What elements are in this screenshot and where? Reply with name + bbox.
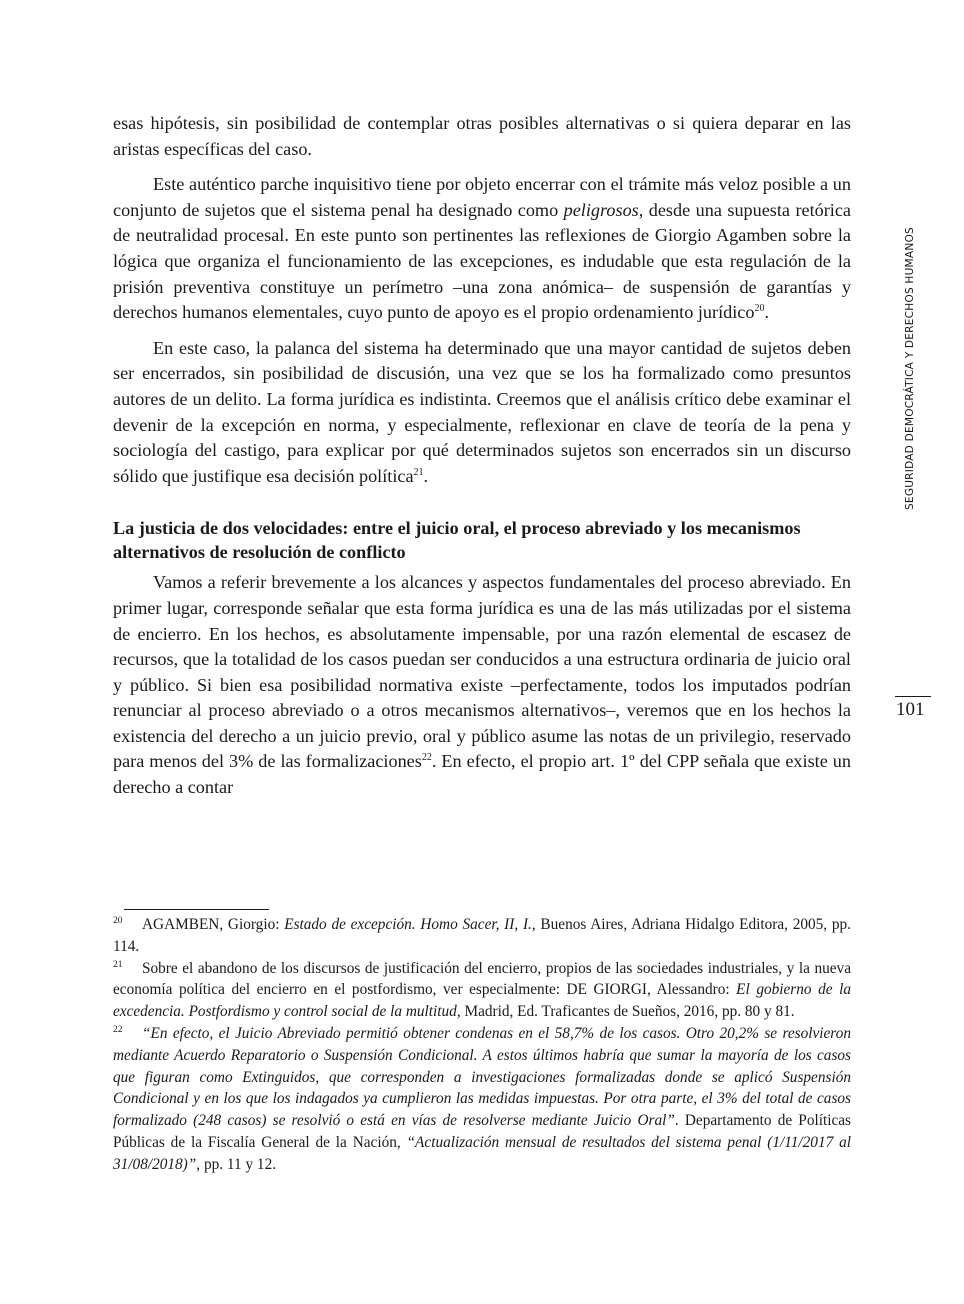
footnote-20: 20 AGAMBEN, Giorgio: Estado de excepción. Homo Sacer, II, I., Buenos Aires, Adriana Hidalgo Editora, 2005, pp. 114. — [113, 915, 851, 955]
footnote-22-quote: “En efecto, el Juicio Abreviado permitió obtener condenas en el 58,7% de los casos. Otro 20,2% se resolvieron mediante Acuerdo Reparatorio o Suspensión Condicional. A estos últimos habría que sumar la mayoría de los casos que figuran como Extinguidos, que corresponden a investigaciones formalizadas donde se aplicó Suspensión Condicional y en los que los indagados ya cumplieron las medidas impuestas. Por otra parte, el 3% del total de casos formalizado (248 casos) se resolvió o está en vías de resolverse mediante Juicio Oral” — [113, 1024, 851, 1130]
paragraph-3-text-c: . — [423, 465, 429, 486]
footnote-ref-22[interactable]: 22 — [421, 752, 432, 764]
paragraph-4 — [113, 570, 851, 800]
paragraph-3 — [113, 336, 851, 490]
paragraph-2 — [113, 172, 851, 326]
footnote-22-text-b: . Departamento de Políticas Públicas de la Fiscalía General de la Nación, — [113, 1112, 851, 1151]
footnote-ref-20[interactable]: 20 — [754, 303, 765, 315]
footnote-22: 22 “En efecto, el Juicio Abreviado permitió obtener condenas en el 58,7% de los casos. Otro 20,2% se resolvieron mediante Acuerdo Reparatorio o Suspensión Condicional. A estos últimos habría que sumar la mayoría de los casos que figuran como Extinguidos, que corresponden a investigaciones formalizadas donde se aplicó Suspensión Condicional y en los que los indagados ya cumplieron las medidas impuestas. Por otra parte, el 3% del total de casos formalizado (248 casos) se resolvió o está en vías de resolverse mediante Juicio Oral”. Departamento de Políticas Públicas de la Fiscalía General de la Nación, “Actualización mensual de resultados del sistema penal (1/11/2017 al 31/08/2018)”, pp. 11 y 12. — [113, 1024, 851, 1173]
footnote-22-title: “Actualización mensual de resultados del sistema penal (1/11/2017 al 31/08/2018)” — [113, 1133, 851, 1173]
footnote-20-text-a: AGAMBEN, Giorgio: — [142, 916, 285, 933]
paragraph-1: esas hipótesis, sin posibilidad de contemplar otras posibles alternativas o si quiera deparar en las aristas específicas del caso. — [113, 113, 851, 159]
paragraph-2-text-b: , desde una supuesta retórica de neutralidad procesal. En este punto son pertinentes las reflexiones de Giorgio Agamben sobre la lógica que organiza el funcionamiento de las excepciones, es indudable que esta regulación de la prisión preventiva constituye un perímetro –una zona anómica– de suspensión de garantías y derechos humanos elementales, cuyo punto de apoyo es el propio ordenamiento jurídico — [113, 199, 851, 323]
page-number-rule — [895, 696, 931, 697]
footnote-20-text-b: , Buenos Aires, Adriana Hidalgo Editora, 2005, pp. 114. — [113, 916, 851, 955]
section-heading: La justicia de dos velocidades: entre el juicio oral, el proceso abreviado y los mecanismos alternativos de resolución de conflicto — [113, 518, 801, 563]
footnote-21: 21 Sobre el abandono de los discursos de justificación del encierro, propios de las sociedades industriales, y la nueva economía política del encierro en el postfordismo, ver especialmente: DE GIORGI, Alessandro: El gobierno de la excedencia. Postfordismo y control social de la multitud, Madrid, Ed. Traficantes de Sueños, 2016, pp. 80 y 81. — [113, 959, 851, 1021]
paragraph-4-text-a: Vamos a referir brevemente a los alcances y aspectos fundamentales del proceso abreviado. En primer lugar, corresponde señalar que esta forma jurídica es una de las más utilizadas por el sistema de encierro. En los hechos, es absolutamente impensable, por una razón elemental de escasez de recursos, que la totalidad de los casos puedan ser conducidos a una estructura ordinaria de juicio oral y público. Si bien esa posibilidad normativa existe –perfectamente, todos los imputados podrían renunciar al proceso abreviado o a otros mecanismos alternativos–, veremos que en los hechos la existencia del derecho a un juicio previo, oral y público asume las notas de un privilegio, reservado para menos del 3% de las formalizaciones — [113, 572, 851, 772]
footnote-ref-21[interactable]: 21 — [413, 466, 424, 478]
footnotes — [113, 914, 851, 1176]
paragraph-4-text-b: . En efecto, el propio art. 1º del CPP señala que existe un derecho a contar — [113, 751, 851, 798]
paragraph-3-text-a: En este caso, la palanca del sistema ha determinado que una mayor cantidad de sujetos deben ser encerrados, sin posibilidad de discusión, una vez que se los ha formalizado como presuntos autores de un delito. La forma jurídica es indistinta. Creemos que el análisis crítico debe examinar el devenir de la excepción en norma, y especialmente, reflexionar en clave de teoría de la pena y sociología del castigo, para explicar por qué determinados sujetos son encerrados sin un discurso sólido que justifique esa decisión política — [113, 337, 851, 486]
paragraph-2-text-c: . — [764, 302, 769, 323]
page-number: 101 — [896, 699, 925, 720]
footnote-21-text-b: , Madrid, Ed. Traficantes de Sueños, 2016, pp. 80 y 81. — [456, 1003, 795, 1021]
footnote-20-title: Estado de excepción. Homo Sacer, II, I. — [284, 916, 532, 933]
footnote-21-title: El gobierno de la excedencia. Postfordismo y control social de la multitud — [113, 981, 851, 1021]
body-text — [113, 111, 851, 811]
paragraph-2-text-a: Este auténtico parche inquisitivo tiene por objeto encerrar con el trámite más veloz posible a un conjunto de sujetos que el sistema penal ha designado como — [113, 174, 851, 220]
footnote-21-text-a: Sobre el abandono de los discursos de justificación del encierro, propios de las sociedades industriales, y la nueva economía política del encierro en el postfordismo, ver especialmente: DE GIORGI, Alessandro: — [113, 959, 851, 999]
footnote-separator — [124, 909, 269, 910]
paragraph-2-emphasis: peligrosos — [563, 199, 639, 220]
footnote-22-text-c: , pp. 11 y 12. — [196, 1155, 277, 1173]
running-header-vertical: SEGURIDAD DEMOCRÁTICA Y DERECHOS HUMANOS — [904, 227, 916, 510]
